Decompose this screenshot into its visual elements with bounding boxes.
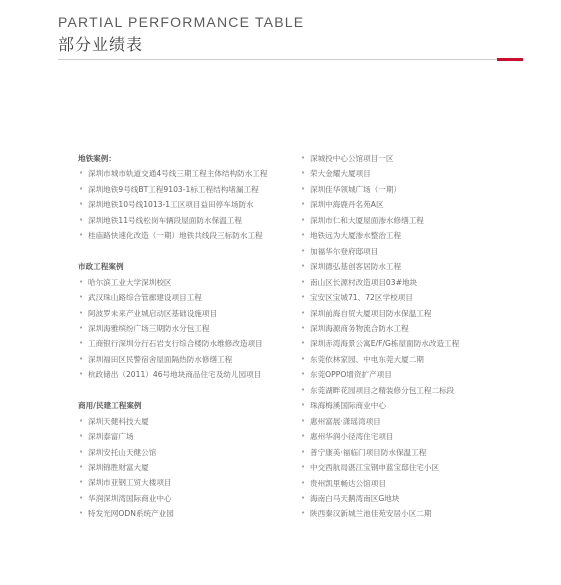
bullet-icon: • [301,323,306,332]
list-item-label: 惠州富展·潇瑶湾项目 [310,416,381,426]
list-item-label: 深圳德弘基创客居防水工程 [310,262,402,272]
section-spacer [78,244,268,259]
bullet-icon: • [301,293,306,302]
list-item-label: 深圳中海鹿丹名苑A区 [310,200,384,210]
bullet-icon: • [301,447,306,456]
list-item [300,213,459,228]
bullet-icon: • [301,262,306,271]
list-item-label: 深圳海雅缤纷广场三期防水分包工程 [88,323,210,333]
list-item-label: 中交西航局湛江宝钢申蓝宝邸住宅小区 [310,463,440,473]
page-title-cn: 部分业绩表 [58,35,144,54]
bullet-icon: • [79,447,84,456]
list-item-label: 杭政储出（2011）46号地块商品住宅及幼儿园项目 [88,370,262,380]
list-item-label: 东莞OPPO增资扩产项目 [310,370,392,380]
list-item-label: 深圳赤湾海景公寓E/F/G栋屋面防水改造工程 [310,339,460,349]
bullet-icon: • [79,493,84,502]
list-item-label: 荣大金耀大厦项目 [310,169,371,179]
bullet-icon: • [301,277,306,286]
list-item-label: 华润深圳湾国际商业中心 [88,493,172,503]
list-item-label: 惠州华润小径湾住宅项目 [310,432,394,442]
list-item [78,182,268,197]
bullet-icon: • [79,509,84,518]
list-item [78,367,268,382]
list-item-label: 宝安区宝城71、72区学校项目 [310,293,413,303]
list-item-label: 加福华尔登府邸项目 [310,246,379,256]
bullet-icon: • [301,246,306,255]
bullet-icon: • [301,184,306,193]
bullet-icon: • [301,169,306,178]
list-item-label: 珠海梅溪国际商业中心 [310,401,386,411]
list-item-label: 深圳泰富广场 [88,432,134,442]
list-item-label: 普宁康美·福临门项目防水保温工程 [310,447,427,457]
bullet-icon: • [301,370,306,379]
list-item-label: 深圳海源商务物流合防水工程 [310,323,409,333]
list-item [300,506,459,521]
bullet-icon: • [301,416,306,425]
list-item [300,228,459,243]
list-item-label: 哈尔滨工业大学深圳校区 [88,277,172,287]
bullet-icon: • [301,339,306,348]
list-item [300,476,459,491]
list-item [78,475,268,490]
bullet-icon: • [301,385,306,394]
bullet-icon: • [79,478,84,487]
list-item [300,275,459,290]
right-column [300,151,459,522]
list-item-label: 深圳安托山天健公馆 [88,447,157,457]
bullet-icon: • [301,401,306,410]
list-item [78,352,268,367]
list-item [78,491,268,506]
list-item [300,429,459,444]
list-item-label: 深圳天健科技大厦 [88,416,149,426]
list-item [78,429,268,444]
bullet-icon: • [301,231,306,240]
list-item [300,367,459,382]
list-item-label: 工商银行深圳分行石岩支行综合楼防水维修改造项目 [88,339,263,349]
list-item-label: 陕西秦汉新城兰池佳苑安居小区二期 [310,509,432,519]
list-item-label: 深圳福田区民警宿舍屋面隔热防水修缮工程 [88,354,233,364]
bullet-icon: • [79,200,84,209]
bullet-icon: • [79,463,84,472]
bullet-icon: • [79,432,84,441]
list-item [300,383,459,398]
list-item-label: 深圳市城市轨道交通4号线三期工程主体结构防水工程 [88,169,268,179]
list-item [300,166,459,181]
list-item [300,398,459,413]
section-spacer [78,383,268,398]
list-item [300,151,459,166]
page-header [58,14,304,55]
list-item-label: 深圳市仁和大厦屋面渗水修缮工程 [310,215,424,225]
list-item [78,228,268,243]
bullet-icon: • [79,323,84,332]
list-item-label: 深圳地铁9号线BT工程9103-1标工程结构堵漏工程 [88,184,259,194]
list-item [300,321,459,336]
bullet-icon: • [79,416,84,425]
list-item-label: 阿波罗未来产业城启动区基础设施项目 [88,308,218,318]
bullet-icon: • [301,308,306,317]
list-item-label: 地铁远为大厦渗水整治工程 [310,231,402,241]
list-item-label: 海南白马天鹅湾南区G地块 [310,493,400,503]
left-column [78,151,268,522]
list-item [78,166,268,181]
page-title-en: PARTIAL PERFORMANCE TABLE [58,14,305,30]
list-item [300,445,459,460]
list-item-label: 深城投中心公馆项目一区 [310,154,394,163]
list-item [78,306,268,321]
list-item-label: 深圳市亚钢工贸大楼项目 [88,478,172,488]
list-item-label: 东莞依林家园、中电东莞大厦二期 [310,354,424,364]
bullet-icon: • [79,308,84,317]
list-item-label: 深圳锦胜财富大厦 [88,463,149,473]
list-item-label: 特发光网ODN系统产业园 [88,509,174,519]
bullet-icon: • [79,354,84,363]
bullet-icon: • [301,463,306,472]
list-item [300,460,459,475]
list-item [300,259,459,274]
list-item-label: 南山区长源村改造项目03#地块 [310,277,418,287]
section-heading: 商用/民建工程案例 [78,401,142,411]
list-item [300,336,459,351]
list-item [78,414,268,429]
bullet-icon: • [301,154,306,162]
list-item-label: 深圳地铁11号线松岗车辆段屋面防水保温工程 [88,215,242,225]
bullet-icon: • [79,339,84,348]
list-item [300,352,459,367]
header-divider [58,59,523,60]
bullet-icon: • [301,200,306,209]
bullet-icon: • [301,478,306,487]
bullet-icon: • [79,231,84,240]
list-item [78,213,268,228]
list-item [300,182,459,197]
list-item-label: 东莞湖畔花园项目之精装修分包工程二标段 [310,385,455,395]
bullet-icon: • [79,277,84,286]
list-item [78,197,268,212]
bullet-icon: • [301,509,306,518]
list-item [300,197,459,212]
list-item [300,491,459,506]
bullet-icon: • [301,215,306,224]
bullet-icon: • [79,293,84,302]
list-item [300,290,459,305]
list-item [78,275,268,290]
list-item [300,306,459,321]
bullet-icon: • [79,169,84,178]
list-item [78,506,268,521]
list-item [300,414,459,429]
bullet-icon: • [79,184,84,193]
bullet-icon: • [79,215,84,224]
list-item [78,321,268,336]
list-item-label: 贵州凯里畅达公馆项目 [310,478,386,488]
list-item [300,244,459,259]
list-item [78,290,268,305]
list-item [78,445,268,460]
bullet-icon: • [301,432,306,441]
bullet-icon: • [79,370,84,379]
header-accent-bar [497,58,523,61]
bullet-icon: • [301,354,306,363]
list-item [78,336,268,351]
list-item-label: 桂庙路快速化改造（一期）地铁共线段三标防水工程 [88,231,263,241]
list-item-label: 深圳佳华领城广场（一期） [310,184,402,194]
section-heading: 地铁案例： [78,154,116,163]
list-item-label: 深圳地铁10号线1013-1工区项目益田停车场防水 [88,200,254,210]
list-item-label: 深圳前海自贸大厦项目防水保温工程 [310,308,432,318]
list-item-label: 武汉珠山路综合管廊建设项目工程 [88,293,202,303]
bullet-icon: • [301,493,306,502]
section-heading: 市政工程案例 [78,262,124,272]
list-item [78,460,268,475]
